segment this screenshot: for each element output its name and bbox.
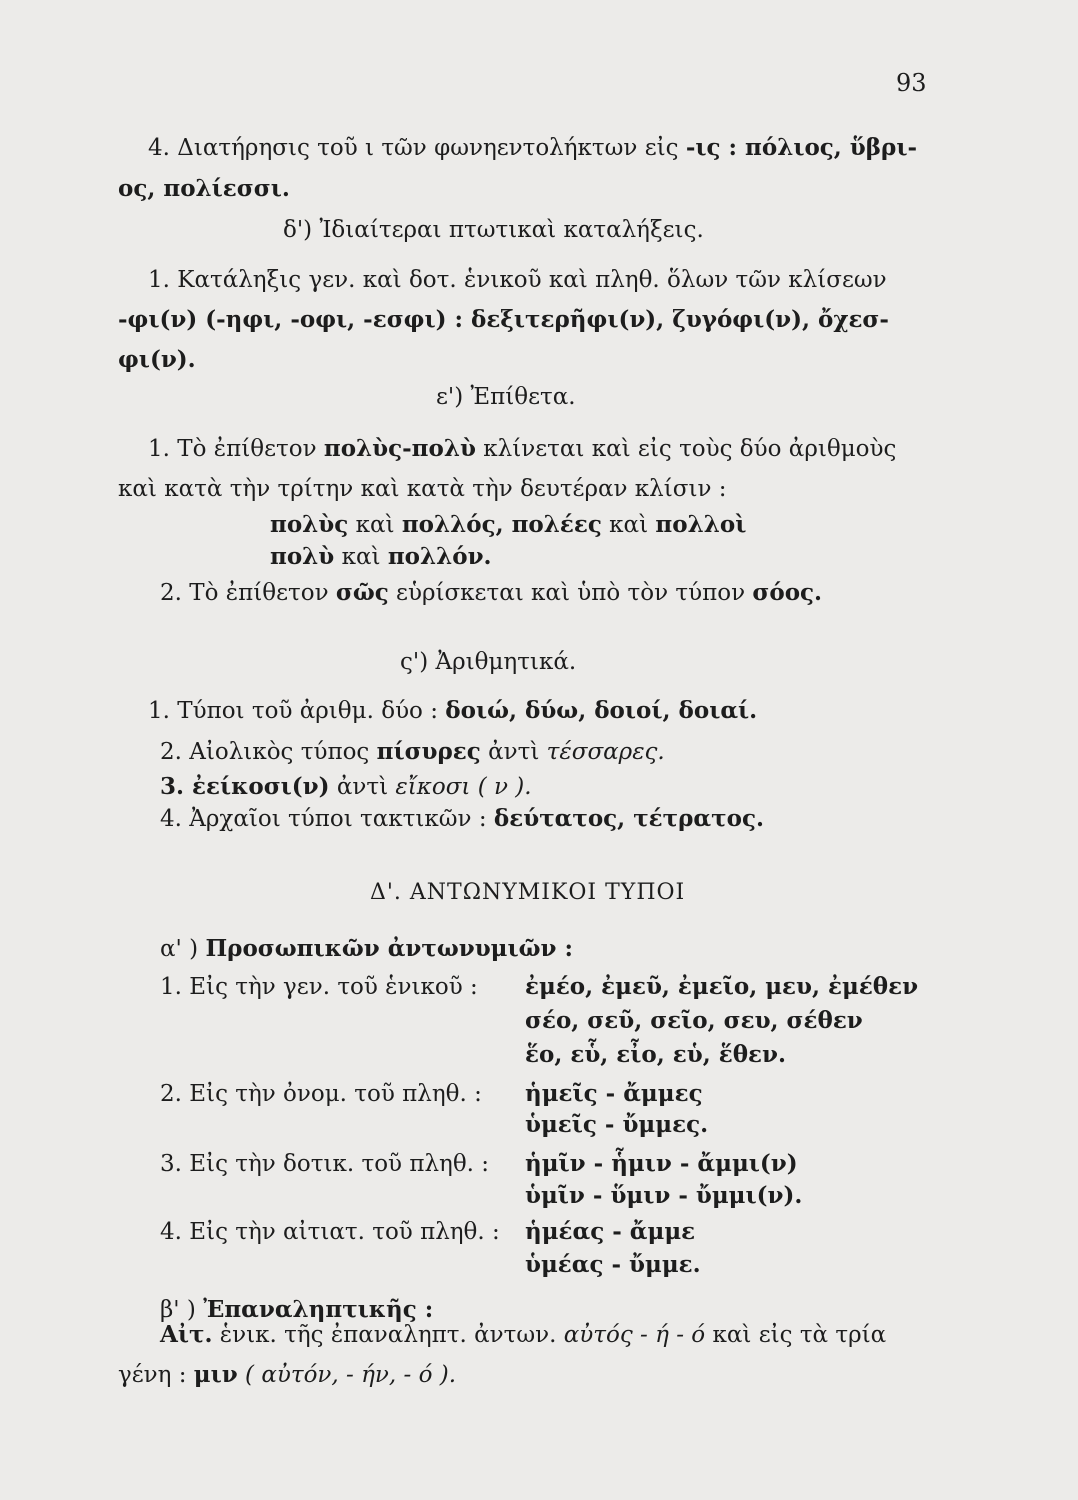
text-line: -φι(ν) (-ηφι, -οφι, -εσφι) : δεξιτερῆφι(ν), ζυγόφι(ν), ὄχεσ- <box>118 306 889 333</box>
text-run: α' ) <box>160 936 206 962</box>
table-value: ὑμεῖς - ὔμμες. <box>525 1111 709 1138</box>
text-line <box>270 542 492 572</box>
bold-run: δεύτατος, τέτρατος. <box>493 805 764 832</box>
section-heading-e: ε') Ἐπίθετα. <box>436 384 576 410</box>
text-run: καὶ <box>601 512 656 538</box>
text-run: 1. Τὸ ἐπίθετον <box>148 436 324 462</box>
text-line <box>148 696 757 726</box>
text-line: φι(ν). <box>118 346 196 373</box>
text-run: 2. Τὸ ἐπίθετον <box>160 580 336 606</box>
table-value: ὑμῖν - ὕμιν - ὔμμι(ν). <box>525 1182 803 1209</box>
text-run: εὑρίσκεται καὶ ὑπὸ τὸν τύπον <box>388 580 753 606</box>
bold-run: μιν <box>193 1361 238 1388</box>
bold-run: πολὺς <box>270 511 349 538</box>
text-line <box>160 1320 886 1350</box>
subheading-line <box>160 934 573 964</box>
bold-run: Προσωπικῶν ἀντωνυμιῶν : <box>205 935 574 962</box>
text-line: καὶ κατὰ τὴν τρίτην καὶ κατὰ τὴν δευτέραν κλίσιν : <box>118 476 727 502</box>
chapter-heading: Δ'. ΑΝΤΩΝΥΜΙΚΟΙ ΤΥΠΟΙ <box>370 880 686 905</box>
table-label: 2. Εἰς τὴν ὀνομ. τοῦ πληθ. : <box>160 1081 482 1107</box>
bold-run: -ις : πόλιος, ὕβρι- <box>685 134 918 161</box>
text-run: καὶ <box>348 512 402 538</box>
table-value: σέο, σεῦ, σεῖο, σευ, σέθεν <box>525 1007 863 1034</box>
bold-run: πολὺς-πολὺ <box>323 435 476 462</box>
text-line: ος, πολίεσσι. <box>118 175 290 202</box>
text-run: β' ) <box>160 1297 204 1323</box>
text-run: καὶ <box>334 544 388 570</box>
table-label: 3. Εἰς τὴν δοτικ. τοῦ πληθ. : <box>160 1151 490 1177</box>
text-line <box>160 804 764 834</box>
italic-run: αὐτός - ή - ό <box>563 1322 706 1348</box>
text-line <box>270 510 746 540</box>
page-number: 93 <box>896 69 927 97</box>
text-run: 2. Αἰολικὸς τύπος <box>160 739 377 765</box>
text-run: ἀντὶ <box>480 739 547 765</box>
bold-run: πολλόν. <box>387 543 492 570</box>
text-line <box>160 578 822 608</box>
italic-run: ( αὐτόν, - ήν, - ό ). <box>237 1362 457 1388</box>
table-value: ἕο, εὗ, εἶο, εὑ, ἕθεν. <box>525 1041 786 1068</box>
bold-run: 3. ἐείκοσι(ν) <box>160 773 330 800</box>
text-run: 1. Τύποι τοῦ ἀριθμ. δύο : <box>148 698 446 724</box>
table-value: ἡμέας - ἄμμε <box>525 1218 696 1245</box>
text-line <box>160 772 532 802</box>
bold-run: δοιώ, δύω, δοιοί, δοιαί. <box>445 697 758 724</box>
text-line <box>118 1360 456 1390</box>
bold-run: πολλοὶ <box>655 511 747 538</box>
italic-run: εἴκοσι ( ν ). <box>395 774 532 800</box>
text-run: καὶ εἰς τὰ τρία <box>705 1322 887 1348</box>
table-label: 1. Εἰς τὴν γεν. τοῦ ἑνικοῦ : <box>160 974 478 1000</box>
bold-run: Αἰτ. <box>160 1321 213 1348</box>
table-value: ἡμεῖς - ἄμμες <box>525 1080 703 1107</box>
text-line <box>148 434 896 464</box>
text-run: ἀντὶ <box>329 774 396 800</box>
bold-run: σῶς <box>335 579 389 606</box>
text-line <box>160 737 665 767</box>
table-value: ἡμῖν - ἧμιν - ἄμμι(ν) <box>525 1150 798 1177</box>
bold-run: πολλός, πολέες <box>401 511 602 538</box>
text-run: 4. Διατήρησις τοῦ ι τῶν φωνηεντολήκτων εἰς <box>148 135 686 161</box>
text-line <box>148 133 917 163</box>
section-heading-f: ς') Ἀριθμητικά. <box>400 649 577 675</box>
bold-run: Ἐπαναληπτικῆς : <box>203 1296 434 1323</box>
text-run: κλίνεται καὶ εἰς τοὺς δύο ἀριθμοὺς <box>475 436 897 462</box>
table-value: ἐμέο, ἐμεῦ, ἐμεῖο, μευ, ἐμέθεν <box>525 973 919 1000</box>
bold-run: πολὺ <box>270 543 335 570</box>
text-line: 1. Κατάληξις γεν. καὶ δοτ. ἑνικοῦ καὶ πληθ. ὅλων τῶν κλίσεων <box>148 267 887 293</box>
text-run: ἑνικ. τῆς ἐπαναληπτ. ἀντων. <box>212 1322 564 1348</box>
italic-run: τέσσαρες. <box>546 739 665 765</box>
bold-run: πίσυρες <box>376 738 481 765</box>
table-value: ὑμέας - ὔμμε. <box>525 1251 701 1278</box>
table-label: 4. Εἰς τὴν αἰτιατ. τοῦ πληθ. : <box>160 1219 500 1245</box>
text-run: γένη : <box>118 1362 194 1388</box>
bold-run: σόος. <box>752 579 823 606</box>
section-heading-d: δ') Ἰδιαίτεραι πτωτικαὶ καταλήξεις. <box>283 217 704 243</box>
text-run: 4. Ἀρχαῖοι τύποι τακτικῶν : <box>160 806 494 832</box>
